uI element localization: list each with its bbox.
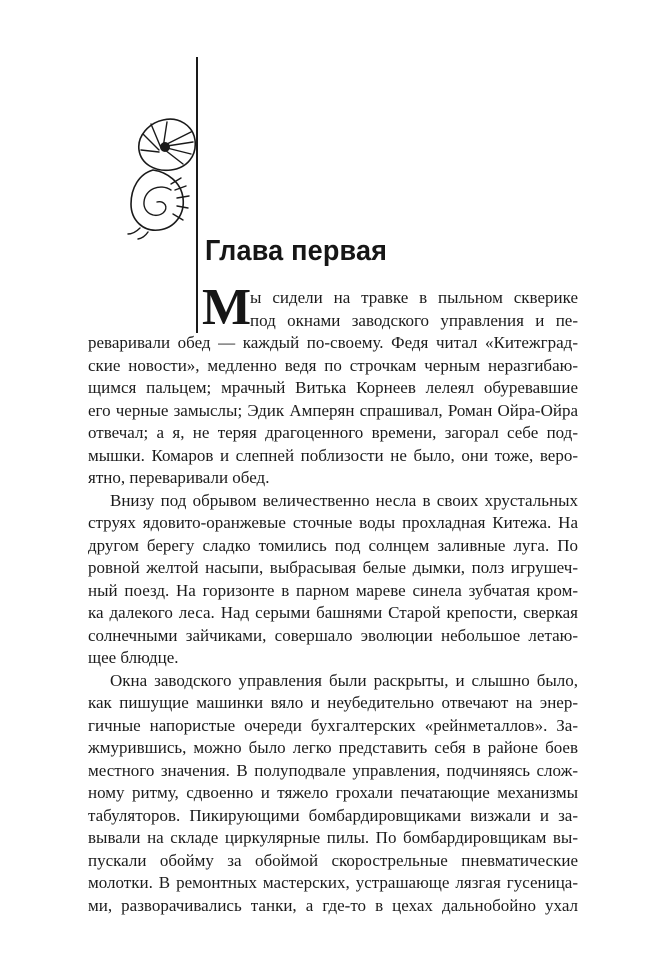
- text-line: гичные напористые очереди бухгалтерских «рейнметаллов». За-: [88, 715, 578, 735]
- text-line: реваривали обед — каждый по-своему. Федя читал «Китежград-: [88, 333, 578, 352]
- text-line: ровной желтой насыпи, выбрасывая белые дымки, полз игрушеч-: [88, 558, 578, 577]
- text-line: молотки. В ремонтных мастерских, устрашающе лязгая гусеница-: [88, 873, 578, 892]
- text-line: пускали обойму за обоймой скорострельные пневматические: [88, 850, 578, 870]
- text-line: щее блюдце.: [88, 648, 179, 667]
- text-line: Окна заводского управления были раскрыты, и слышно было,: [110, 670, 578, 690]
- text-line: ному ритму, сдвоенно и тяжело грохали печатающие механизмы: [88, 783, 578, 802]
- text-line: ка далекого леса. Над серыми башнями Старой крепости, сверкая: [88, 603, 578, 622]
- text-line: под окнами заводского управления и пе-: [250, 310, 578, 330]
- text-line: ятно, переваривали обед.: [88, 468, 270, 487]
- text-line: местного значения. В полуподвале управления, подчиняясь слож-: [88, 760, 578, 780]
- text-line: щимся пальцем; мрачный Витька Корнеев лелеял обуревавшие: [88, 378, 578, 397]
- text-line: ские новости», медленно ведя по строчкам черным неразгибаю-: [88, 355, 578, 375]
- text-line: струях ядовито-оранжевые сточные воды прохладная Китежа. На: [88, 513, 578, 532]
- text-line: вывали на складе циркулярные пилы. По бомбардировщикам вы-: [88, 828, 578, 847]
- text-line: ми, разворачивались танки, а где-то в цехах дальнобойно ухал: [88, 895, 578, 915]
- text-line: ный поезд. На горизонте в парном мареве синела зубчатая кром-: [88, 580, 578, 600]
- text-line: жмурившись, можно было легко представить себя в районе боев: [88, 738, 578, 757]
- body-text: [88, 279, 578, 917]
- text-line: ы сидели на травке в пыльном скверике: [250, 288, 578, 307]
- chapter-title: Глава первая: [205, 235, 388, 267]
- text-line: табуляторов. Пикирующими бомбардировщиками визжали и за-: [88, 805, 578, 825]
- text-line: отвечал; а я, не теряя драгоценного времени, загорал себе под-: [88, 423, 578, 442]
- drop-cap: М: [202, 279, 252, 336]
- text-line: мышки. Комаров и слепней поблизости не было, они тоже, веро-: [88, 445, 578, 465]
- text-line: солнечными зайчиками, совершало эволюции небольшое летаю-: [88, 625, 578, 645]
- chapter-illustration-icon: [122, 112, 206, 240]
- text-line: Внизу под обрывом величественно несла в своих хрустальных: [110, 490, 578, 510]
- text-line: его черные замыслы; Эдик Амперян спрашивал, Роман Ойра-Ойра: [88, 400, 578, 420]
- text-line: другом берегу сладко томились под солнцем заливные луга. По: [88, 535, 578, 555]
- text-line: как пишущие машинки вяло и неубедительно отвечают на энер-: [88, 693, 578, 712]
